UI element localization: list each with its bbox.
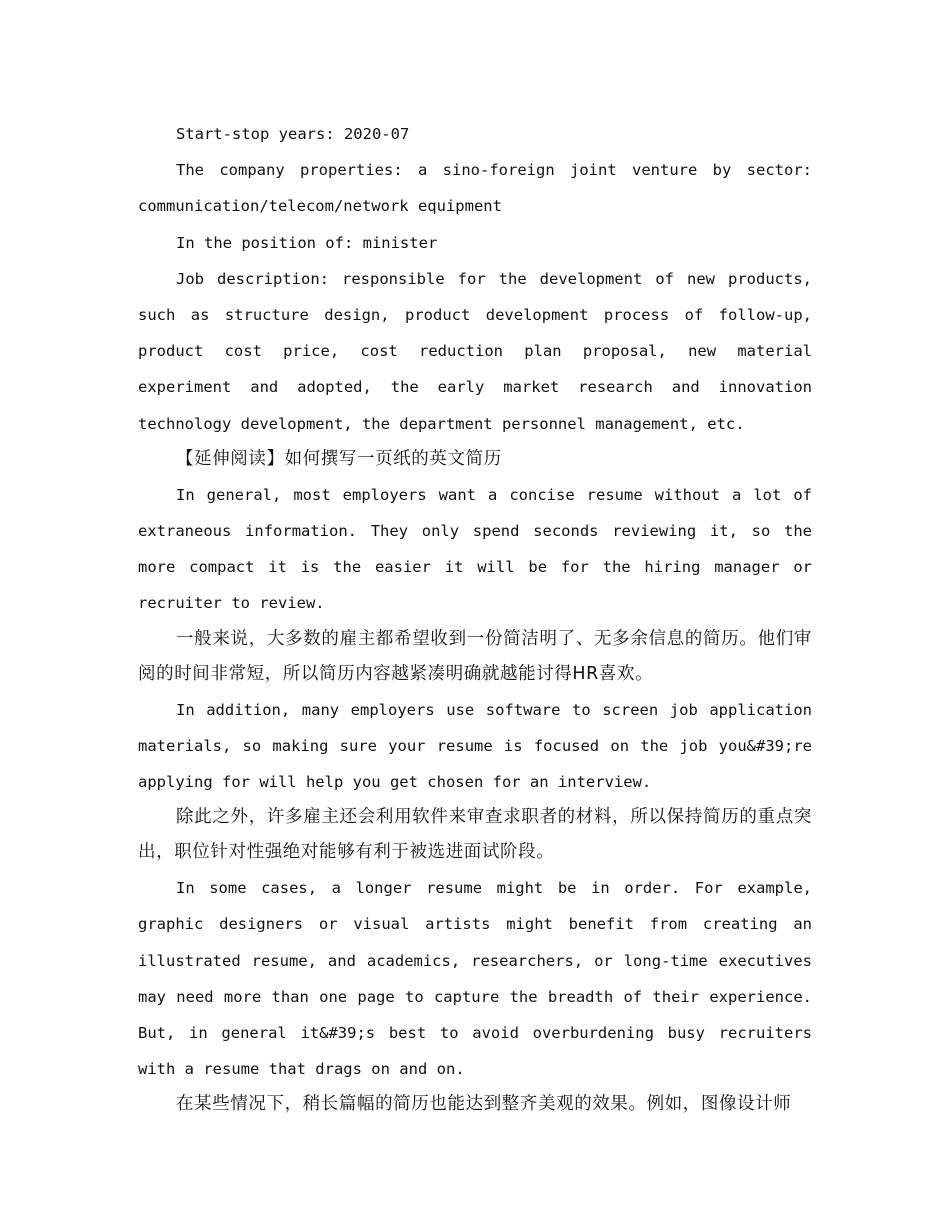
paragraph-screening-software-en: In addition, many employers use software to screen job application materials, so making sure your resume is focused on the job you&#39;re applying for will help you get chosen for an interview.: [138, 700, 812, 792]
position: In the position of: minister: [176, 233, 438, 252]
start-stop-years: Start-stop years: 2020-07: [176, 125, 410, 143]
paragraph-longer-resume-cn: 在某些情况下，稍长篇幅的简历也能达到整齐美观的效果。例如，图像设计师: [176, 1094, 792, 1115]
paragraph-screening-software-cn: 除此之外，许多雇主还会利用软件来审查求职者的材料，所以保持简历的重点突出，职位针对性强绝对能够有利于被选进面试阶段。: [138, 807, 812, 863]
job-description: Job description: responsible for the development of new products, such as structure design, product development process of follow-up, product cost price, cost reduction plan proposal, new material experiment and adopted, the early market research and innovation technology development, the department personnel management, etc.: [138, 269, 812, 433]
paragraph-concise-resume-cn: 一般来说，大多数的雇主都希望收到一份简洁明了、无多余信息的简历。他们审阅的时间非常短，所以简历内容越紧凑明确就越能讨得HR喜欢。: [138, 628, 812, 684]
paragraph-longer-resume-en: In some cases, a longer resume might be in order. For example, graphic designers or visual artists might benefit from creating an illustrated resume, and academics, researchers, or long-time executives may need more than one page to capture the breadth of their experience. But, in general it&#39;s best to avoid overburdening busy recruiters with a resume that drags on and on.: [138, 879, 812, 1079]
extended-reading-heading: 【延伸阅读】如何撰写一页纸的英文简历: [176, 448, 502, 469]
paragraph-concise-resume-en: In general, most employers want a concise resume without a lot of extraneous information. They only spend seconds reviewing it, so the more compact it is the easier it will be for the hiring manager or recruiter to review.: [138, 485, 812, 613]
document-body: [138, 116, 812, 1122]
company-properties: The company properties: a sino-foreign joint venture by sector: communication/telecom/network equipment: [138, 161, 812, 216]
